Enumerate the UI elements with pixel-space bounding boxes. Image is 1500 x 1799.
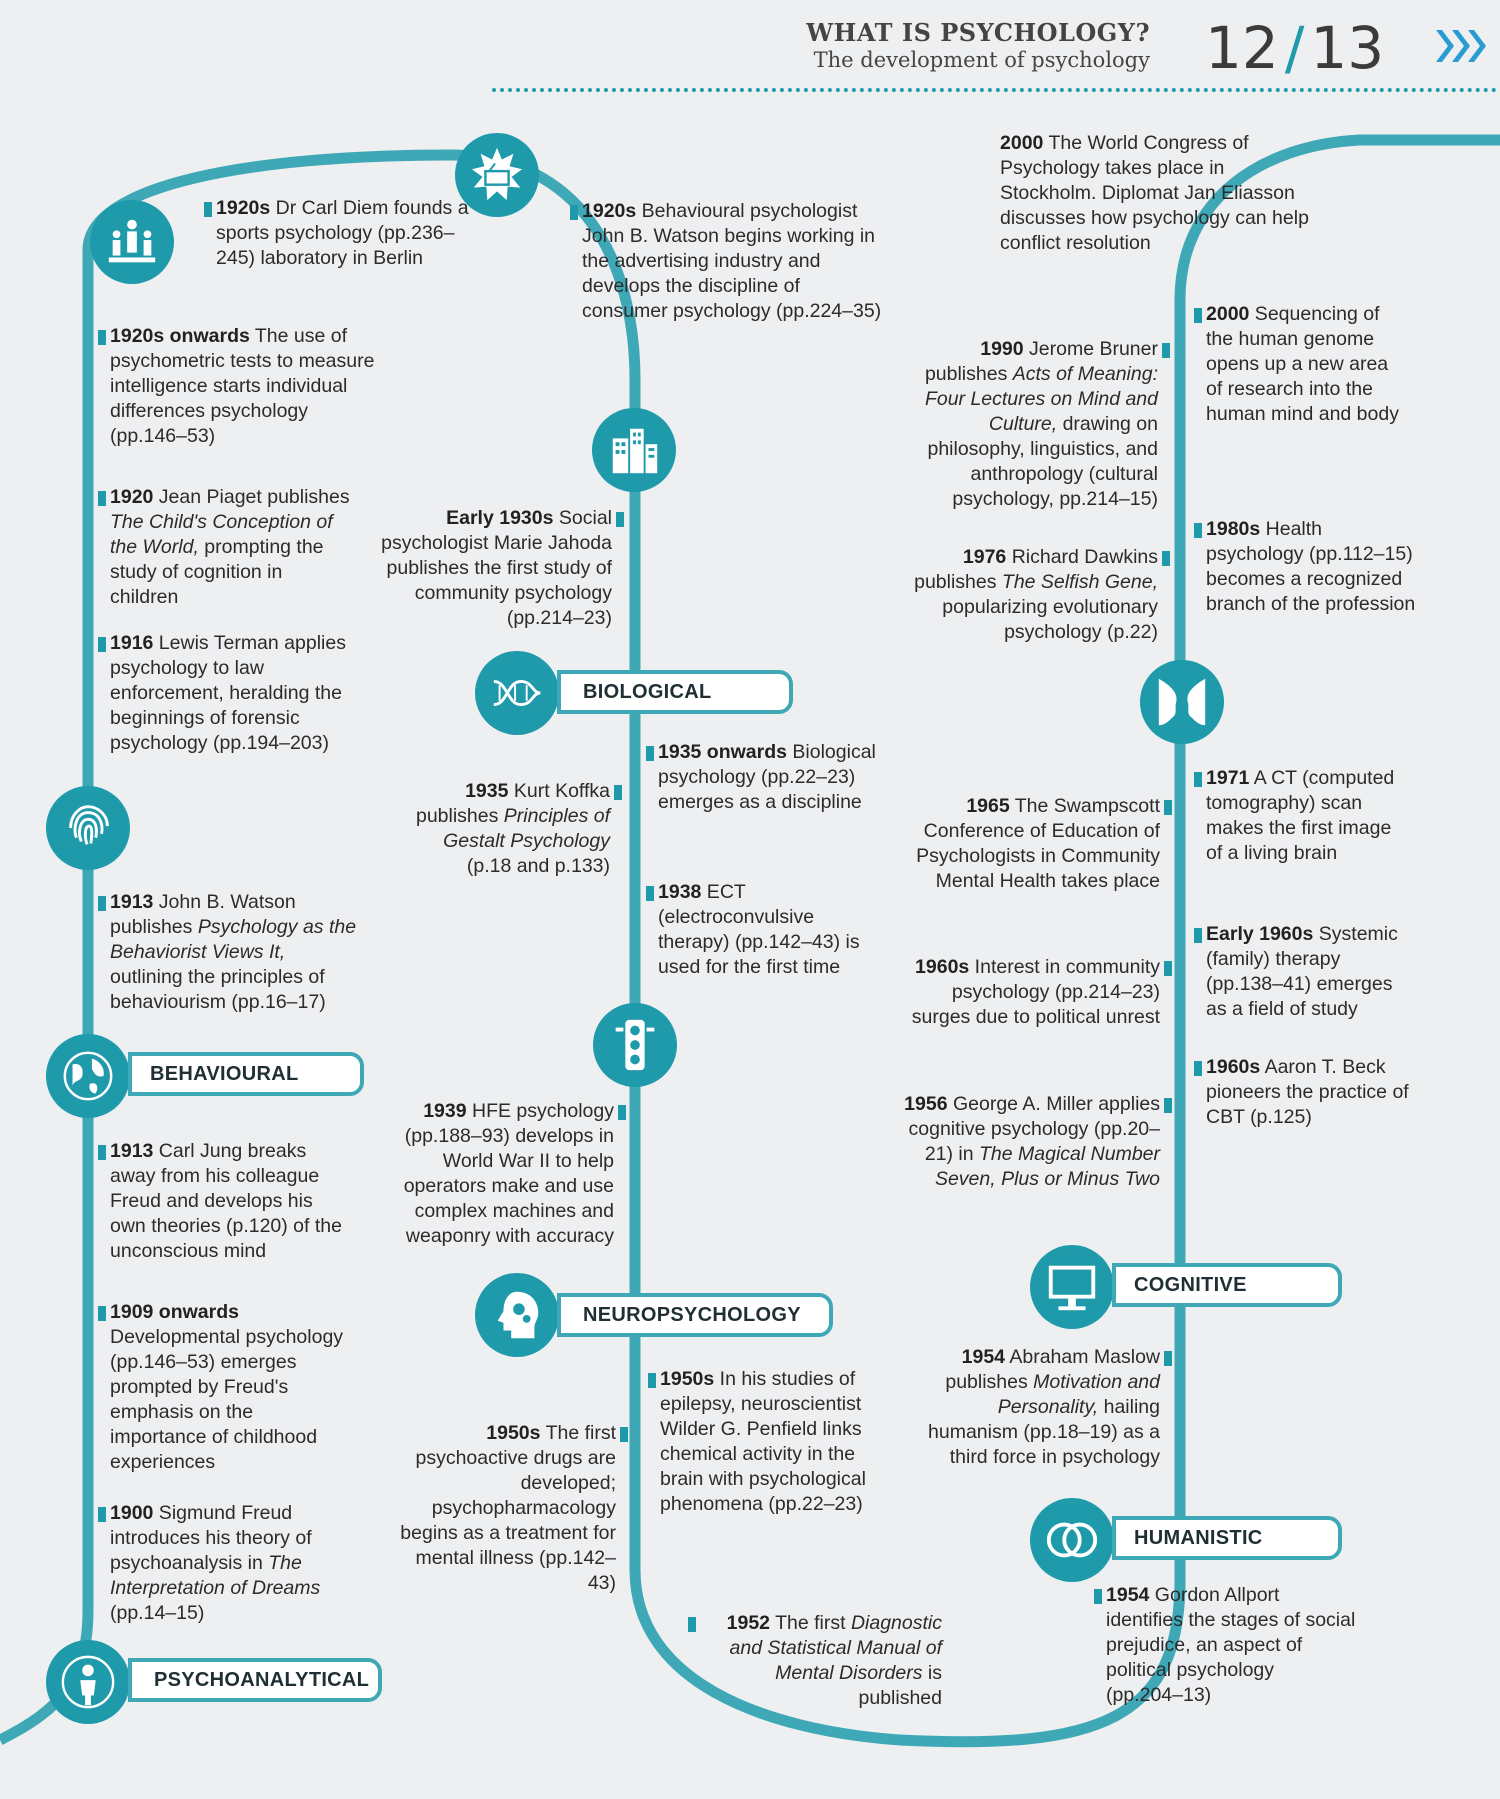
label-psychoanalytical: PSYCHOANALYTICAL [128,1658,382,1702]
event-1952-dsm: 1952 The first Diagnostic and Statistical Manual of Mental Disorders is published [700,1611,942,1711]
people-icon [90,200,174,284]
event-1913-jung: 1913 Carl Jung breaks away from his colleague Freud and develops his own theories (p.120) of the unconscious mind [110,1139,348,1264]
page-separator: / [1284,14,1305,82]
chevron-right-icon [1430,26,1490,66]
person-keyhole-icon [46,1640,130,1724]
event-1950s-psychoactive: 1950s The first psychoactive drugs are developed; psychopharmacology begins as a treatment for mental illness (pp.142–43) [400,1421,616,1596]
page-number [1205,14,1384,82]
page-subheading: The development of psychology [813,48,1150,72]
event-1971-ct: 1971 A CT (computed tomography) scan makes the first image of a living brain [1206,766,1406,866]
event-2000-genome: 2000 Sequencing of the human genome opens up a new area of research into the human mind and body [1206,302,1406,427]
label-humanistic: HUMANISTIC [1112,1516,1342,1560]
event-1920s-psychometric: 1920s onwards The use of psychometric tests to measure intelligence starts individual differences psychology (pp.146–53) [110,324,380,449]
event-1938-ect: 1938 ECT (electroconvulsive therapy) (pp.142–43) is used for the first time [658,880,876,980]
event-1913-watson: 1913 John B. Watson publishes Psychology as the Behaviorist Views It, outlining the principles of behaviourism (pp.16–17) [110,890,360,1015]
event-1960s-community: 1960s Interest in community psychology (pp.214–23) surges due to political unrest [906,955,1160,1030]
traffic-light-icon [593,1003,677,1087]
event-1990-bruner: 1990 Jerome Bruner publishes Acts of Meaning: Four Lectures on Mind and Culture, drawing on philosophy, linguistics, and anthropology (cultural psychology, pp.214–15) [906,337,1158,512]
event-1954-maslow: 1954 Abraham Maslow publishes Motivation and Personality, hailing humanism (pp.18–19) as a third force in psychology [906,1345,1160,1470]
head-gears-icon [475,1273,559,1357]
event-1939-hfe: 1939 HFE psychology (pp.188–93) develops in World War II to help operators make and use complex machines and weaponry with accuracy [370,1099,614,1249]
event-1950s-penfield: 1950s In his studies of epilepsy, neuroscientist Wilder G. Penfield links chemical activity in the brain with psychological phenomena (pp.22–23) [660,1367,892,1517]
event-1920s-watson-advertising: 1920s Behavioural psychologist John B. Watson begins working in the advertising industry and develops the discipline of consumer psychology (pp.224–35) [582,199,882,324]
label-neuropsychology: NEUROPSYCHOLOGY [557,1293,833,1337]
event-1916-terman: 1916 Lewis Terman applies psychology to law enforcement, heralding the beginnings of forensic psychology (pp.194–203) [110,631,348,756]
event-1965-swampscott: 1965 The Swampscott Conference of Education of Psychologists in Community Mental Health takes place [906,794,1160,894]
event-1976-dawkins: 1976 Richard Dawkins publishes The Selfish Gene, popularizing evolutionary psychology (p.22) [906,545,1158,645]
event-1900-freud: 1900 Sigmund Freud introduces his theory of psychoanalysis in The Interpretation of Dreams (pp.14–15) [110,1501,332,1626]
buildings-icon [592,408,676,492]
dna-icon [475,651,559,735]
event-2000-world-congress: 2000 The World Congress of Psychology takes place in Stockholm. Diplomat Jan Eliasson discusses how psychology can help conflict resolution [1000,132,1309,254]
globe-icon [46,1034,130,1118]
event-1960s-beck: 1960s Aaron T. Beck pioneers the practice of CBT (p.125) [1206,1055,1416,1130]
label-cognitive: COGNITIVE [1112,1263,1342,1307]
label-biological: BIOLOGICAL [557,670,793,714]
page-total: 13 [1310,14,1385,82]
page-heading: WHAT IS PSYCHOLOGY? [806,18,1150,47]
event-early-1930s-jahoda: Early 1930s Social psychologist Marie Jahoda publishes the first study of community psychology (pp.214–23) [370,506,612,631]
event-1909-developmental: 1909 onwards Developmental psychology (pp.146–53) emerges prompted by Freud's emphasis on the importance of childhood experiences [110,1300,348,1475]
label-behavioural: BEHAVIOURAL [128,1052,364,1096]
event-1920s-sports: 1920s Dr Carl Diem founds a sports psychology (pp.236–245) laboratory in Berlin [216,196,476,271]
event-1956-miller: 1956 George A. Miller applies cognitive psychology (pp.20–21) in The Magical Number Seven, Plus or Minus Two [886,1092,1160,1192]
venn-icon [1030,1498,1114,1582]
event-1935-koffka: 1935 Kurt Koffka publishes Principles of Gestalt Psychology (p.18 and p.133) [400,779,610,879]
monitor-icon [1030,1245,1114,1329]
event-early-1960s-systemic: Early 1960s Systemic (family) therapy (pp.138–41) emerges as a field of study [1206,922,1416,1022]
header-divider [492,88,1497,92]
fingerprint-icon [46,786,130,870]
page-current: 12 [1205,14,1279,82]
event-1980s-health: 1980s Health psychology (pp.112–15) becomes a recognized branch of the profession [1206,517,1416,617]
event-1954-allport: 1954 Gordon Allport identifies the stages of social prejudice, an aspect of political psychology (pp.204–13) [1106,1583,1356,1708]
faces-icon [1140,660,1224,744]
event-1935-biological: 1935 onwards Biological psychology (pp.22–23) emerges as a discipline [658,740,878,815]
event-1920-piaget: 1920 Jean Piaget publishes The Child's Conception of the World, prompting the study of cognition in children [110,485,350,610]
